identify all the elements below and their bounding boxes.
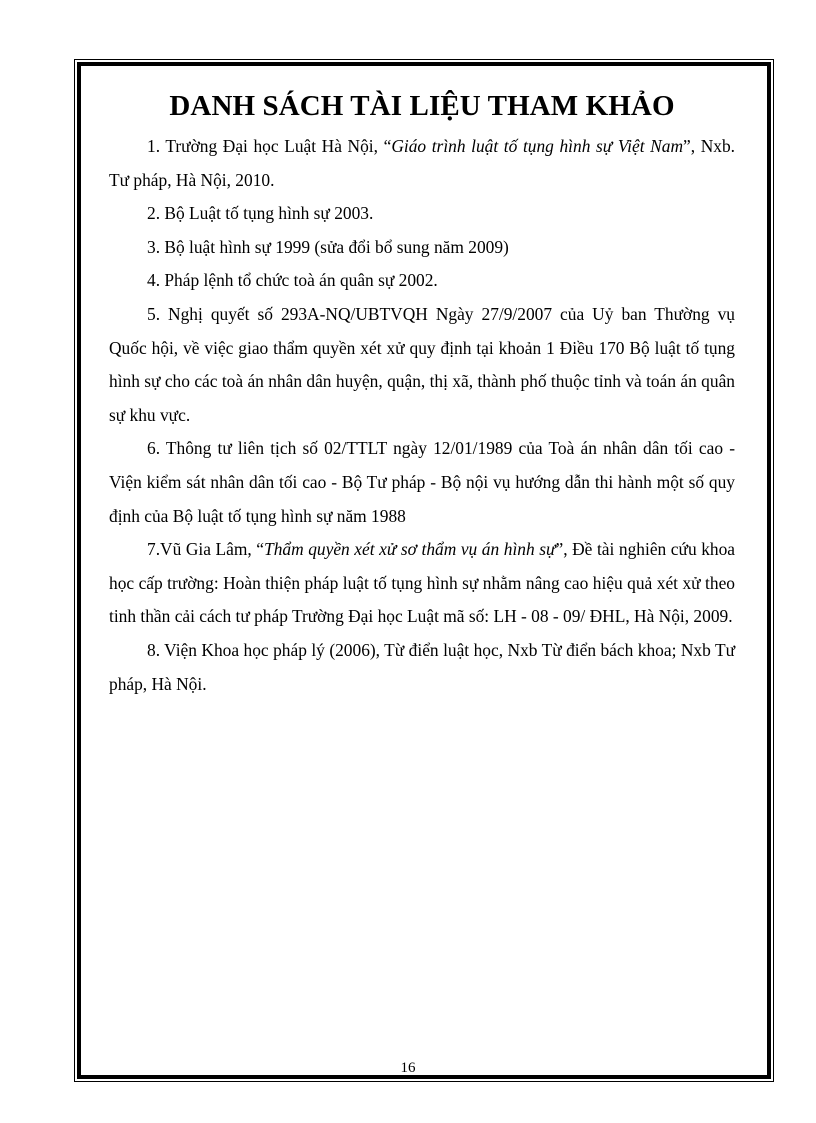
reference-text-after: ”, Nxb. Tư pháp, Hà Nội, 2010. (109, 136, 736, 190)
reference-item (109, 432, 735, 533)
reference-text: 8. Viện Khoa học pháp lý (2006), Từ điển luật học, Nxb Từ điển bách khoa; Nxb Tư pháp, Hà Nội. (109, 639, 735, 694)
reference-text: 5. Nghị quyết số 293A-NQ/UBTVQH Ngày 27/9/2007 của Uỷ ban Thường vụ Quốc hội, về việc giao thẩm quyền xét xử quy định tại khoản 1 Điều 170 Bộ luật tố tụng hình sự cho các toà án nhân dân huyện, quận, thị xã, thành phố thuộc tỉnh và toán án quân sự khu vực. (109, 303, 735, 425)
reference-item (109, 197, 735, 231)
reference-text: 6. Thông tư liên tịch số 02/TTLT ngày 12/01/1989 của Toà án nhân dân tối cao - Viện kiểm sát nhân dân tối cao - Bộ Tư pháp - Bộ nội vụ hướng dẫn thi hành một số quy định của Bộ luật tố tụng hình sự năm 1988 (109, 438, 735, 526)
reference-text: 3. Bộ luật hình sự 1999 (sửa đổi bổ sung năm 2009) (147, 236, 509, 257)
reference-item (109, 231, 735, 265)
page-title: DANH SÁCH TÀI LIỆU THAM KHẢO (169, 90, 675, 122)
reference-item (109, 298, 735, 432)
reference-text: 1. Trường Đại học Luật Hà Nội, “ (147, 136, 392, 156)
reference-list (109, 130, 735, 701)
reference-item (109, 634, 735, 701)
reference-text: 4. Pháp lệnh tổ chức toà án quân sự 2002. (147, 270, 438, 291)
reference-text-after: ”, Đề tài nghiên cứu khoa học cấp trường: Hoàn thiện pháp luật tố tụng hình sự nhằm nâng cao hiệu quả xét xử theo tinh thần cải cách tư pháp Trường Đại học Luật mã số: LH - 08 - 09/ ĐHL, Hà Nội, 2009. (109, 539, 735, 627)
reference-text: 7.Vũ Gia Lâm, “ (147, 539, 265, 560)
reference-italic-title: Giáo trình luật tố tụng hình sự Việt Nam (391, 136, 684, 156)
reference-item (109, 533, 735, 634)
reference-item (109, 130, 735, 197)
reference-italic-title: Thẩm quyền xét xử sơ thẩm vụ án hình sự (264, 539, 556, 560)
reference-item (109, 264, 735, 298)
reference-text: 2. Bộ Luật tố tụng hình sự 2003. (147, 203, 374, 224)
page-number: 16 (400, 1060, 416, 1076)
document-body (109, 84, 735, 701)
